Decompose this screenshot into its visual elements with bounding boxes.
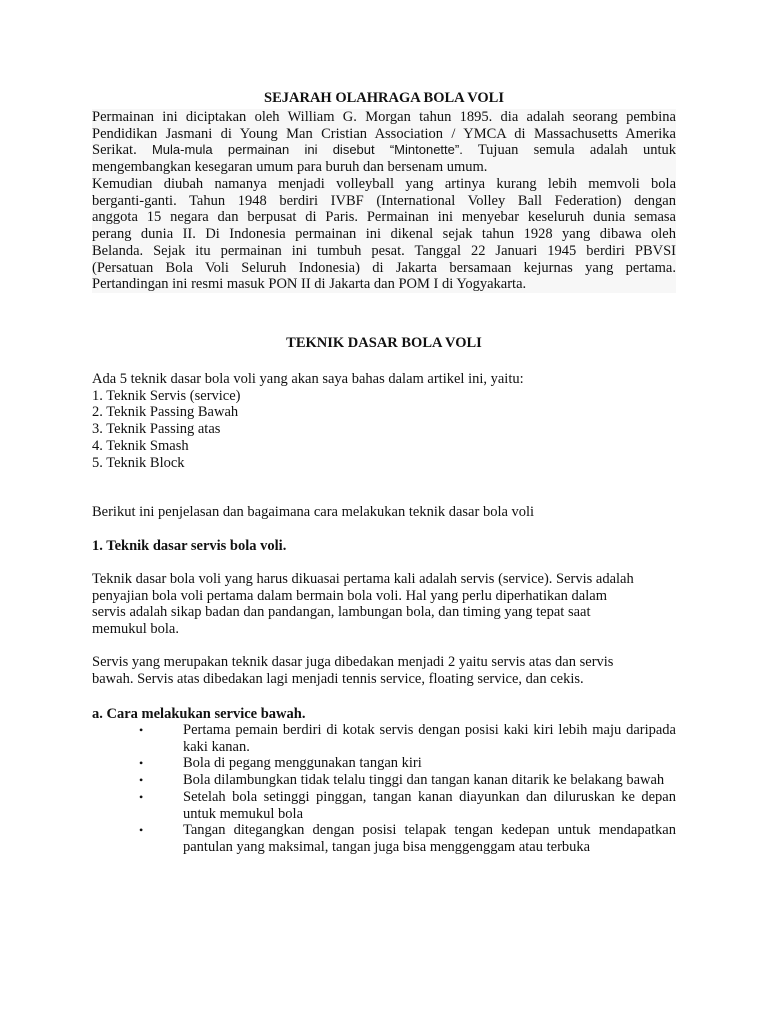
bullet-text: Pertama pemain berdiri di kotak servis dengan posisi kaki kiri lebih maju daripada kaki kanan. — [183, 722, 676, 755]
bullet-text: Tangan ditegangkan dengan posisi telapak tengan kedepan untuk mendapatkan pantulan yang maksimal, tangan juga bisa menggenggam atau terbuka — [183, 822, 676, 855]
bullet-text: Setelah bola setinggi pinggan, tangan kanan diayunkan dan diluruskan ke depan untuk memukul bola — [183, 788, 676, 822]
bullet-list — [92, 722, 676, 856]
list-item: 1. Teknik Servis (service) — [92, 387, 241, 404]
intro-text: Ada 5 teknik dasar bola voli yang akan saya bahas dalam artikel ini, yaitu: — [92, 371, 524, 387]
bullet-icon: • — [139, 756, 144, 771]
paragraph-servis — [92, 571, 676, 638]
bullet-icon: • — [139, 773, 144, 788]
text-line: berganti-ganti. Tahun 1948 berdiri IVBF (International Volley Ball Federation) dengan — [92, 192, 676, 209]
text-line: anggota 15 negara dan berpusat di Paris. Permainan ini menyebar keseluruh dunia semasa — [92, 209, 676, 226]
text-line: (Persatuan Bola Voli Seluruh Indonesia) di Jakarta bersamaan kejurnas yang pertama. — [92, 259, 676, 276]
text-line: memukul bola. — [92, 621, 179, 638]
text-line: bawah. Servis atas dibedakan lagi menjadi tennis service, floating service, dan cekis. — [92, 670, 584, 687]
text-line — [92, 142, 676, 159]
list-item — [92, 722, 676, 755]
text-line: Kemudian diubah namanya menjadi volleyball yang artinya kurang lebih memvoli bola — [92, 176, 676, 192]
text-line: Pertandingan ini resmi masuk PON II di Jakarta dan POM I di Yogyakarta. — [92, 276, 527, 293]
text-line: perang dunia II. Di Indonesia permainan ini dikenal sejak tahun 1928 yang dibawa oleh — [92, 226, 676, 243]
list-item: 4. Teknik Smash — [92, 437, 189, 454]
subheading-service-bawah: a. Cara melakukan service bawah. — [92, 706, 306, 722]
paragraph-history-2 — [92, 176, 676, 293]
heading-servis: 1. Teknik dasar servis bola voli. — [92, 538, 287, 554]
text-line: Belanda. Sejak itu permainan ini tumbuh pesat. Tanggal 22 Januari 1945 berdiri PBVSI — [92, 242, 676, 259]
text-line: Pendidikan Jasmani di Young Man Cristian Association / YMCA di Massachusetts Amerika — [92, 125, 676, 142]
teknik-intro-block — [92, 371, 676, 471]
list-item: 5. Teknik Block — [92, 454, 185, 471]
list-item: 3. Teknik Passing atas — [92, 421, 221, 438]
section-title-sejarah: SEJARAH OLAHRAGA BOLA VOLI — [264, 90, 504, 106]
text-line: Permainan ini diciptakan oleh William G. Morgan tahun 1895. dia adalah seorang pembina — [92, 109, 676, 125]
text-line: Servis yang merupakan teknik dasar juga dibedakan menjadi 2 yaitu servis atas dan servis — [92, 654, 614, 670]
text-line: servis adalah sikap badan dan pandangan, lambungan bola, dan timing yang tepat saat — [92, 604, 591, 621]
text-line: Teknik dasar bola voli yang harus dikuasai pertama kali adalah servis (service). Servis adalah — [92, 571, 634, 587]
explain-text: Berikut ini penjelasan dan bagaimana cara melakukan teknik dasar bola voli — [92, 504, 535, 520]
bullet-icon: • — [139, 723, 144, 737]
paragraph-servis-types — [92, 654, 676, 687]
bullet-text: Bola dilambungkan tidak telalu tinggi dan tangan kanan ditarik ke belakang bawah — [183, 772, 665, 789]
list-item — [92, 789, 676, 822]
bullet-icon: • — [139, 789, 144, 804]
bullet-icon: • — [139, 823, 144, 838]
text-fragment: Serikat. — [92, 142, 137, 159]
section-title-teknik: TEKNIK DASAR BOLA VOLI — [286, 335, 482, 351]
text-fragment: Mula-mula permainan ini disebut “Mintonette”. — [151, 142, 463, 158]
text-fragment: Tujuan semula adalah untuk — [477, 142, 677, 159]
bullet-text: Bola di pegang menggunakan tangan kiri — [183, 755, 422, 772]
list-item: 2. Teknik Passing Bawah — [92, 404, 239, 421]
text-line: penyajian bola voli pertama dalam bermain bola voli. Hal yang perlu diperhatikan dalam — [92, 587, 607, 604]
text-line: mengembangkan kesegaran umum para buruh dan bersenam umum. — [92, 159, 488, 176]
list-item — [92, 755, 676, 772]
paragraph-history-1 — [92, 109, 676, 176]
list-item — [92, 772, 676, 789]
list-item — [92, 822, 676, 855]
